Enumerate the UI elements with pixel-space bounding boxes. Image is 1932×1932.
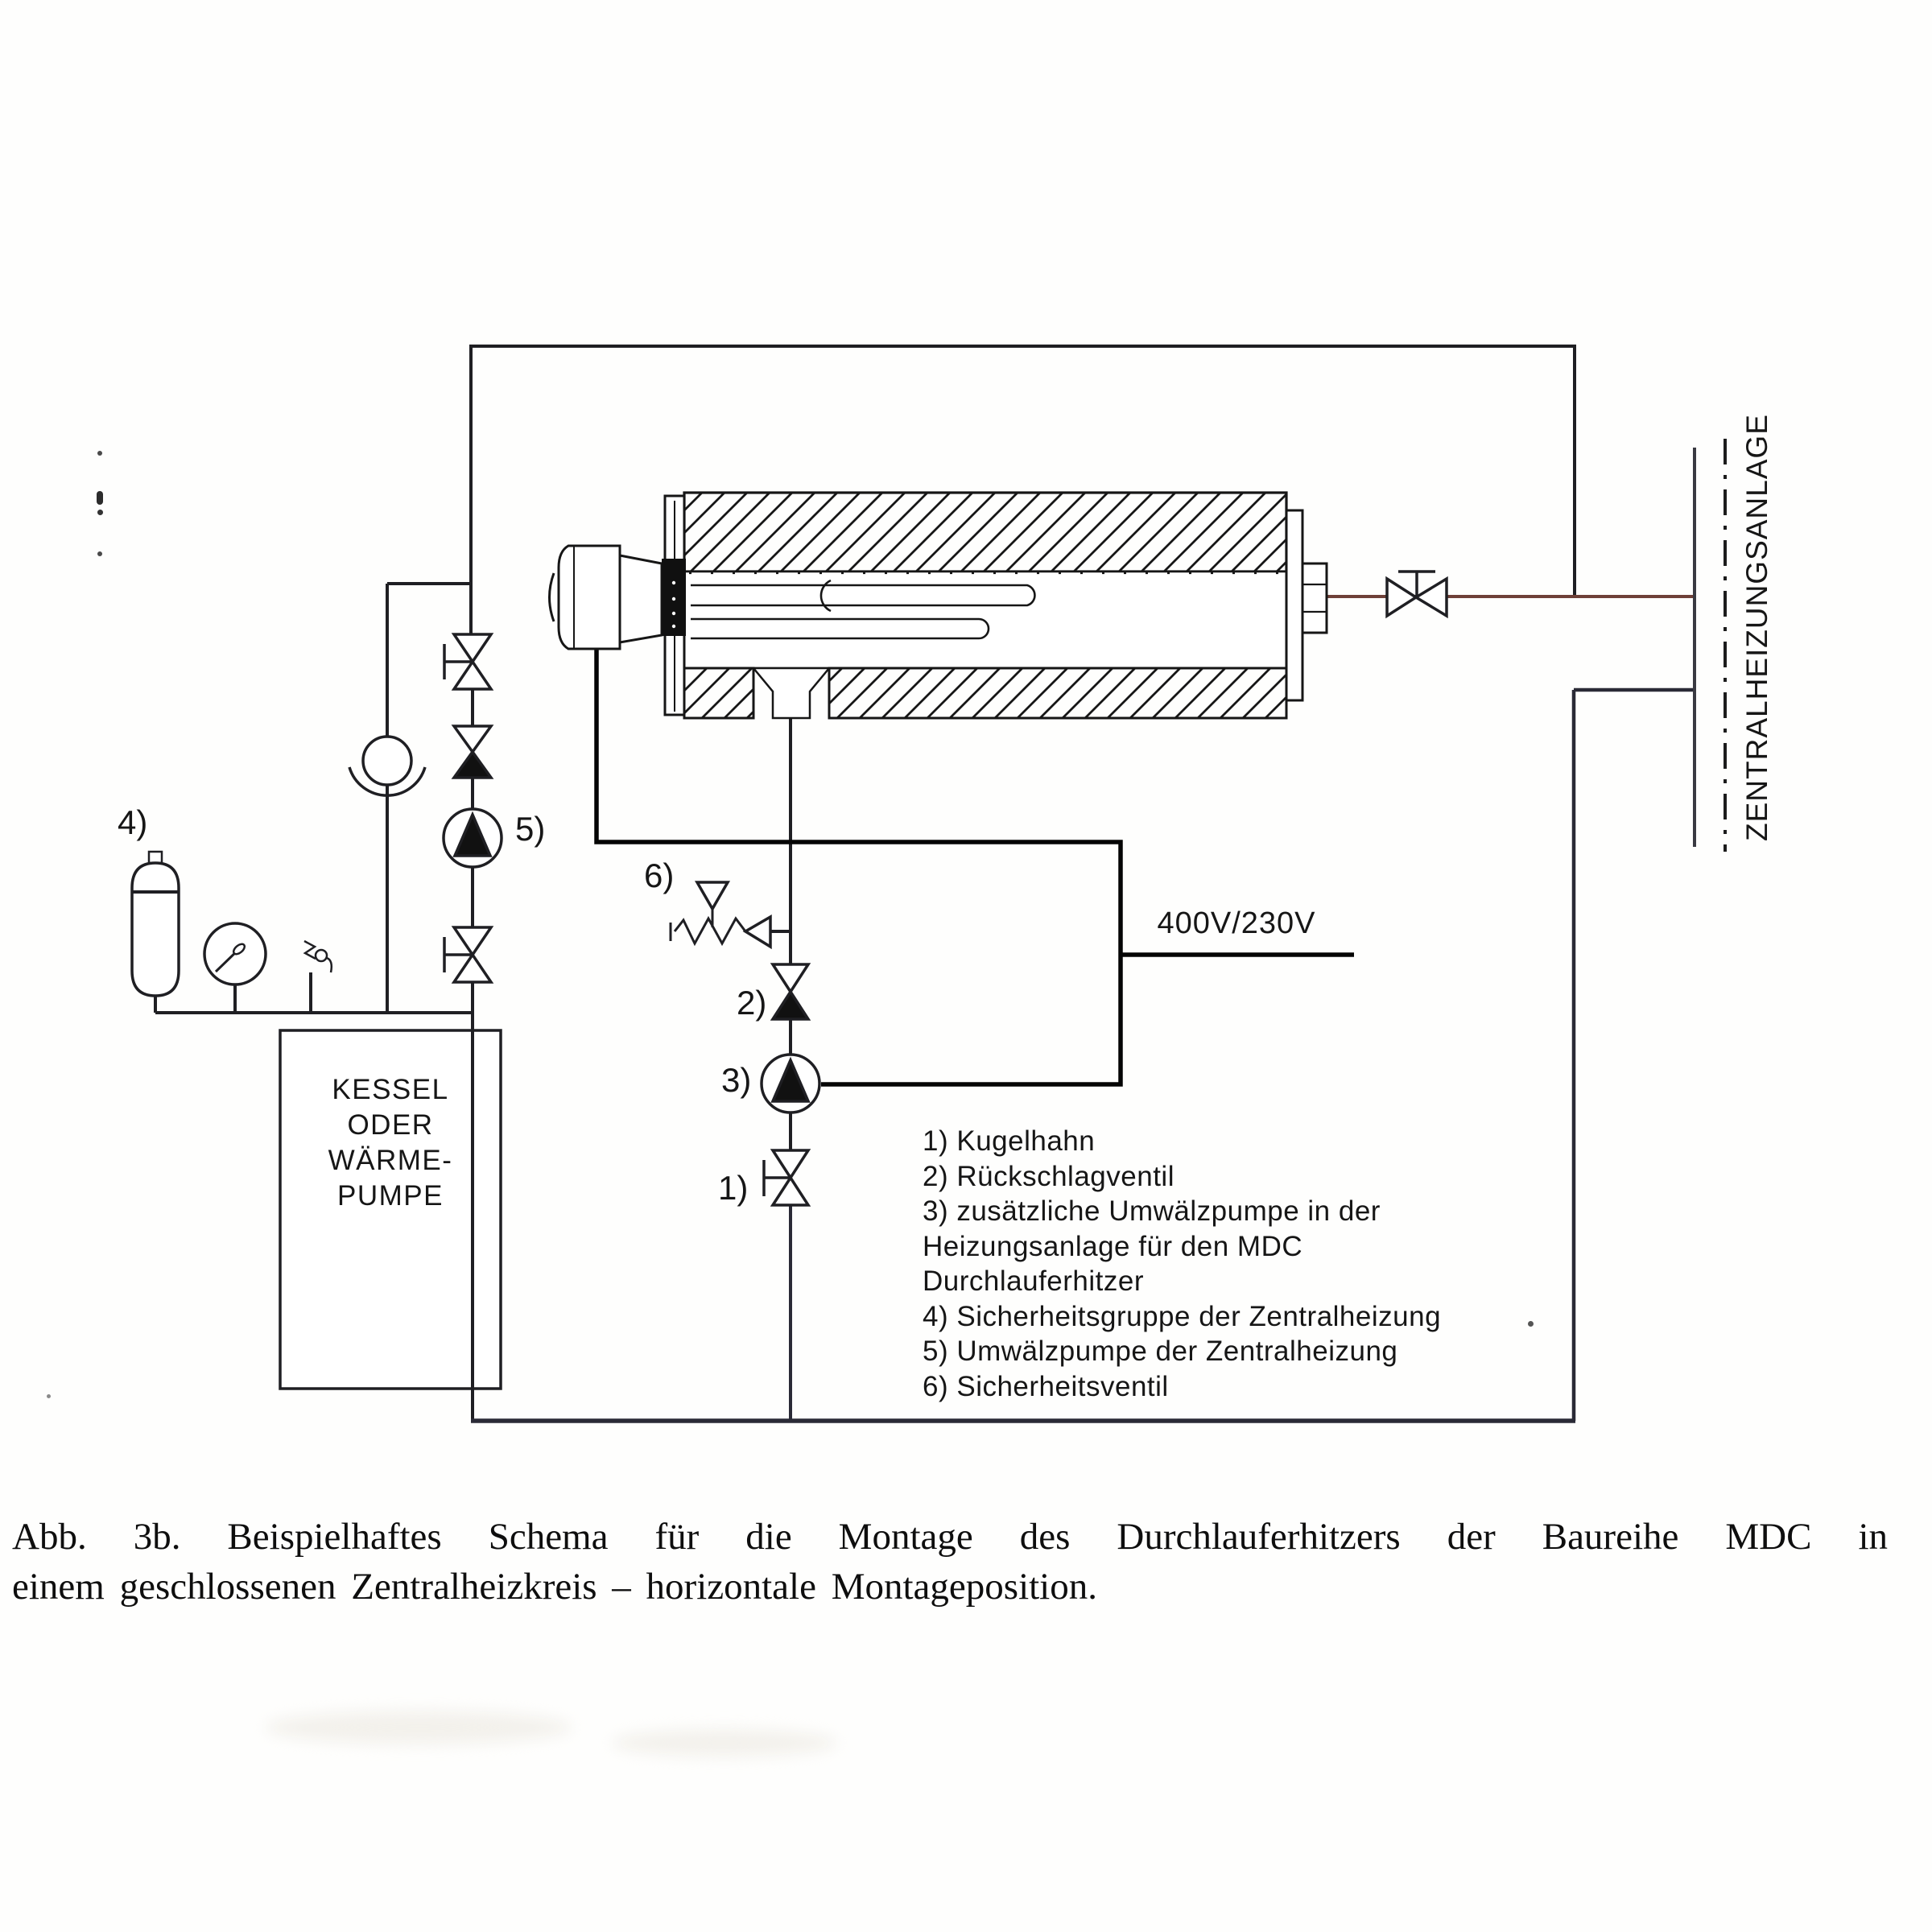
legend-item-3-cont: Heizungsanlage für den MDC (923, 1230, 1303, 1262)
relief-fitting (304, 941, 332, 972)
boiler-line2: ODER (347, 1109, 434, 1141)
legend-item-3-cont2: Durchlauferhitzer (923, 1265, 1144, 1297)
shutoff-valve-left-top (444, 634, 491, 689)
legend-item-5: 5) Umwälzpumpe der Zentralheizung (923, 1335, 1398, 1367)
boiler-line3: WÄRME- (328, 1145, 453, 1176)
supply-valve (1387, 572, 1447, 616)
pump-3 (762, 1055, 819, 1113)
check-valve-2 (773, 964, 808, 1019)
pressure-gauge (204, 923, 266, 985)
voltage-label: 400V/230V (1157, 906, 1316, 940)
scan-speck (47, 1394, 51, 1398)
label-part-4: 4) (118, 803, 148, 841)
label-part-5: 5) (515, 810, 546, 848)
scan-speck (97, 510, 103, 515)
boiler-line4: PUMPE (337, 1180, 444, 1212)
heater-shell-top (684, 493, 1286, 572)
scan-speck (1528, 1321, 1534, 1327)
pipe-loop-branch (387, 584, 473, 1013)
safety-valve-6 (671, 882, 770, 947)
central-heating-label: ZENTRALHEIZUNGSANLAGE (1740, 414, 1773, 841)
ball-valve-1 (764, 1150, 808, 1205)
expansion-vessel (132, 852, 179, 996)
shutoff-valve-left-bottom (444, 927, 491, 982)
scan-speck (97, 491, 103, 505)
scan-speck (97, 551, 102, 556)
central-heating-boundary (1695, 439, 1725, 852)
legend-block (923, 1124, 1441, 1404)
scan-smudge (612, 1729, 837, 1757)
label-part-1: 1) (718, 1169, 749, 1207)
heater-shell-bottom-left (684, 668, 753, 718)
heater-connector-head (550, 546, 687, 649)
figure-caption-line2: einem geschlossenen Zentralheizkreis – horizontale Montageposition. (12, 1566, 1097, 1608)
boiler-label (280, 1072, 501, 1214)
legend-item-3: 3) zusätzliche Umwälzpumpe in der (923, 1195, 1381, 1227)
figure-caption-line1: Abb. 3b. Beispielhaftes Schema für die Montage des Durchlauferhitzers der Baureihe MDC in (12, 1516, 1888, 1558)
legend-item-1: 1) Kugelhahn (923, 1125, 1096, 1157)
scan-smudge (266, 1711, 572, 1744)
label-part-6: 6) (644, 857, 675, 894)
label-part-2: 2) (737, 984, 767, 1022)
legend-item-6: 6) Sicherheitsventil (923, 1370, 1169, 1402)
legend-item-4: 4) Sicherheitsgruppe der Zentralheizung (923, 1300, 1442, 1332)
check-valve-left (454, 726, 491, 778)
label-part-3: 3) (721, 1061, 752, 1099)
legend-item-2: 2) Rückschlagventil (923, 1160, 1174, 1192)
boiler-line1: KESSEL (332, 1074, 449, 1105)
heater-assembly (550, 493, 1327, 718)
heater-shell-bottom-right (829, 668, 1286, 718)
pump-5 (444, 809, 502, 867)
heater-inlet-funnel (753, 668, 829, 718)
scan-speck (97, 451, 102, 456)
heater-right-flange (1286, 510, 1302, 700)
heater-outlet-port (1302, 564, 1327, 633)
